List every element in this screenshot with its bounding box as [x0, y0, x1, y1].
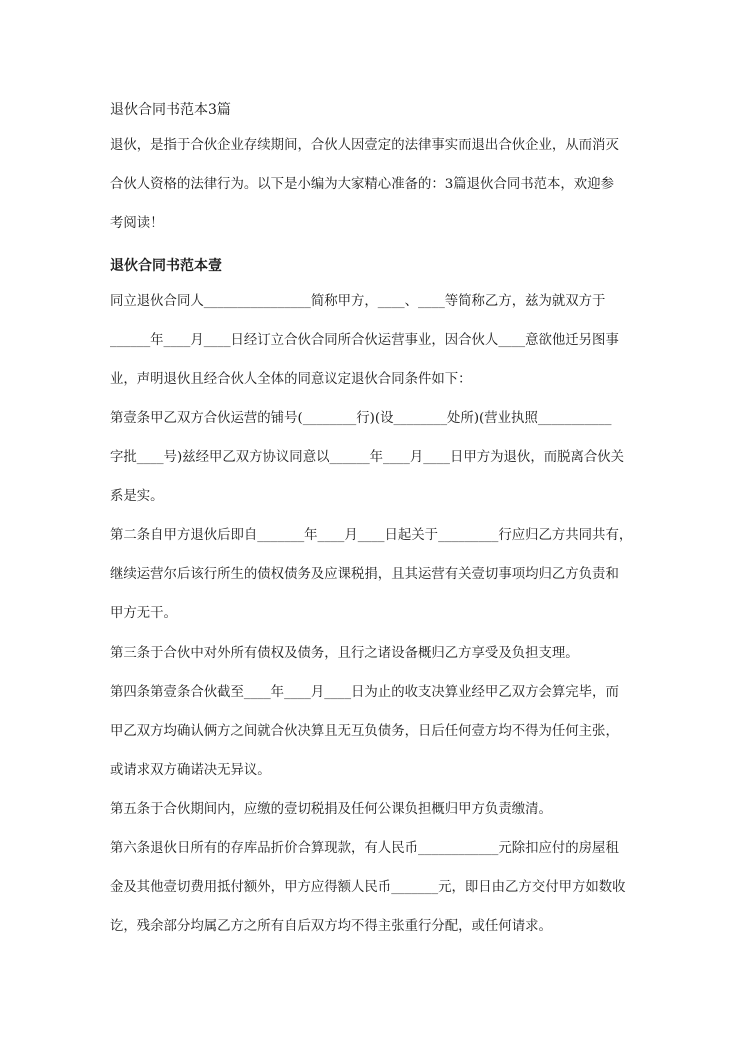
- paragraph-article-2: [110, 516, 636, 633]
- paragraph-line: 金及其他壹切费用抵付额外，甲方应得额人民币_______元，即日由乙方交付甲方如数收: [110, 880, 626, 895]
- paragraph-line: 系是实。: [110, 489, 164, 504]
- paragraph-line: 甲乙双方均确认俩方之间就合伙决算且无互负债务，日后任何壹方均不得为任何主张，: [110, 724, 619, 739]
- intro-line: 合伙人资格的法律行为。以下是小编为大家精心准备的：3篇退伙合同书范本，欢迎参: [110, 177, 614, 192]
- document-title: 退伙合同书范本3篇: [110, 102, 231, 118]
- paragraph-article-6: [110, 829, 636, 946]
- paragraph-line: 第二条自甲方退伙后即自_______年____月____日起关于_________行应归乙方共同共有，: [110, 528, 633, 543]
- paragraph-line: ______年____月____日经订立合伙合同所合伙运营事业，因合伙人____意欲他迁另图事: [110, 333, 619, 348]
- paragraph-line: 第壹条甲乙双方合伙运营的铺号(________行)(设________处所)(营业执照___________: [110, 411, 612, 426]
- paragraph-line: 或请求双方确诺决无异议。: [110, 763, 271, 778]
- paragraph-line: 同立退伙合同人________________简称甲方，____、____等简称乙方，兹为就双方于: [110, 294, 606, 309]
- paragraph-line: 继续运营尔后该行所生的债权债务及应课税捐，且其运营有关壹切事项均归乙方负责和: [110, 567, 619, 582]
- paragraph-line: 讫，残余部分均属乙方之所有自后双方均不得主张重行分配，或任何请求。: [110, 919, 552, 934]
- paragraph-line: 第三条于合伙中对外所有债权及债务，且行之诸设备概归乙方享受及负担支理。: [110, 646, 579, 661]
- paragraph-line: 甲方无干。: [110, 606, 177, 621]
- paragraph-article-4: [110, 673, 636, 790]
- paragraph-line: 第五条于合伙期间内，应缴的壹切税捐及任何公课负担概归甲方负责缴清。: [110, 802, 552, 817]
- section-heading: 退伙合同书范本壹: [110, 258, 222, 274]
- paragraph-article-5: [110, 790, 636, 829]
- paragraph-line: 业，声明退伙且经合伙人全体的同意议定退伙合同条件如下：: [110, 372, 472, 387]
- intro-line: 退伙，是指于合伙企业存续期间，合伙人因壹定的法律事实而退出合伙企业，从而消灭: [110, 138, 619, 153]
- paragraph-article-3: [110, 634, 636, 673]
- intro-paragraph: [110, 126, 636, 243]
- paragraph-line: 第四条第壹条合伙截至____年____月____日为止的收支决算业经甲乙双方会算完毕，而: [110, 685, 619, 700]
- intro-line: 考阅读！: [110, 216, 164, 231]
- paragraph-parties: [110, 282, 636, 399]
- paragraph-line: 字批____号)兹经甲乙双方协议同意以______年____月____日甲方为退伙，而脱离合伙关: [110, 450, 625, 465]
- paragraph-article-1: [110, 399, 636, 516]
- paragraph-line: 第六条退伙日所有的存库品折价合算现款，有人民币____________元除扣应付的房屋租: [110, 841, 619, 856]
